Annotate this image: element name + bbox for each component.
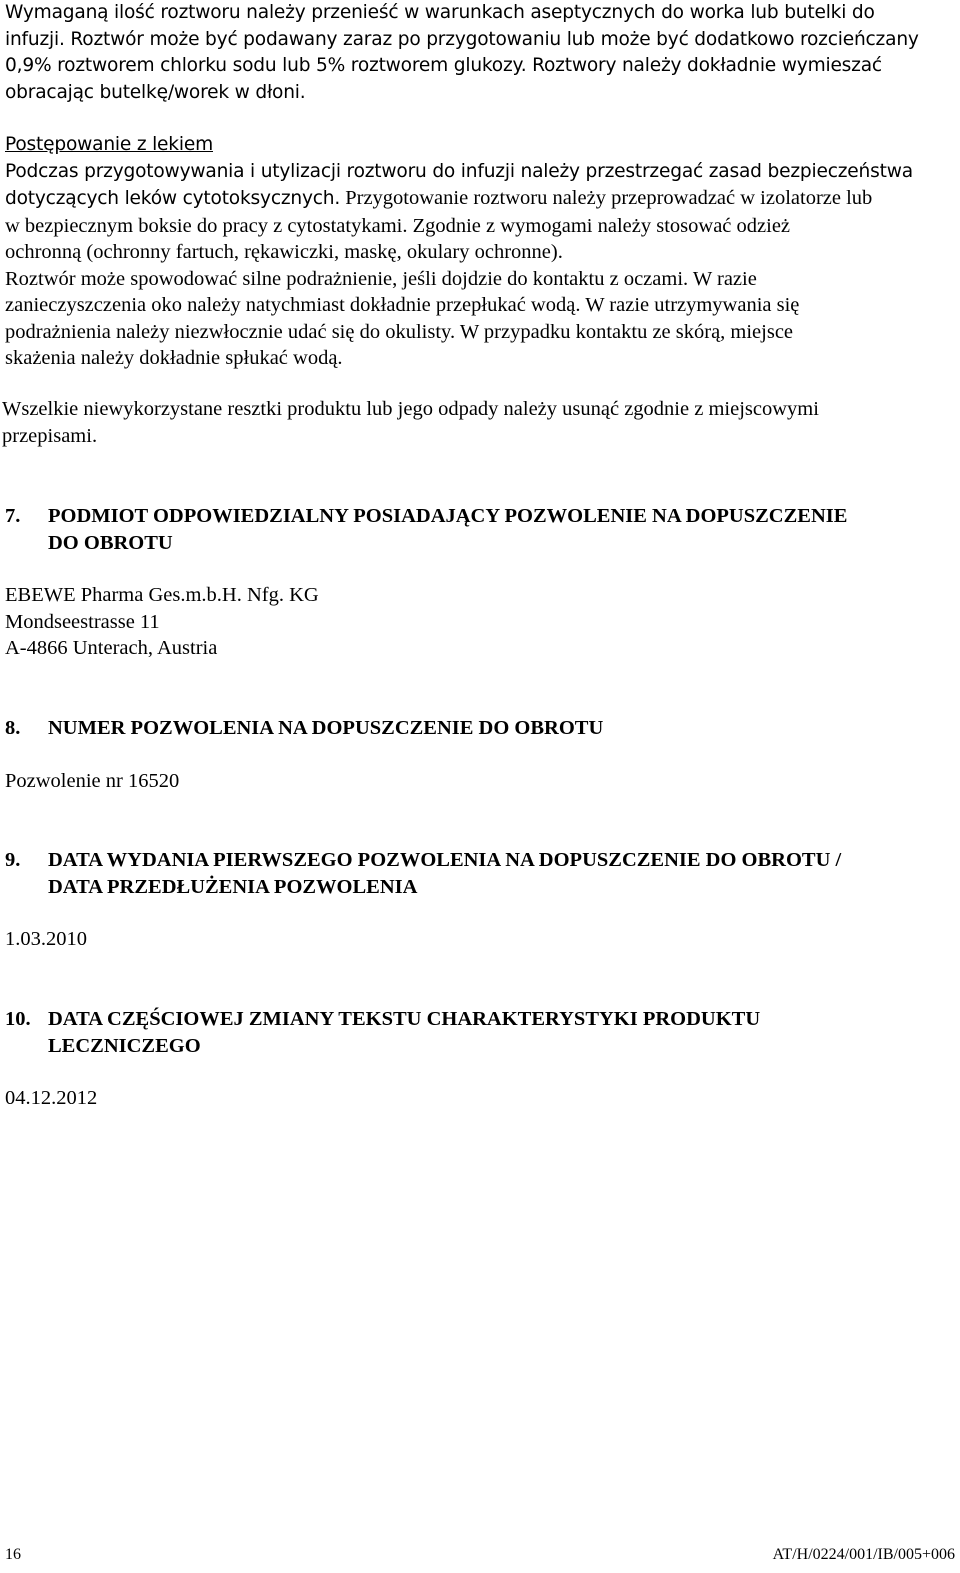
- handling-line-2: [5, 185, 913, 213]
- section-10-number: 10.: [5, 1008, 31, 1030]
- intro-paragraph: [5, 0, 919, 106]
- handling-line-8: skażenia należy dokładnie spłukać wodą.: [5, 347, 343, 369]
- handling-line-2b: Przygotowanie roztworu należy przeprowadzać w izolatorze lub: [340, 187, 873, 209]
- section-7-number: 7.: [5, 505, 21, 527]
- section-8-number: 8.: [5, 717, 21, 739]
- intro-line-3: 0,9% roztworem chlorku sodu lub 5% roztworem glukozy. Roztwory należy dokładnie wymieszać: [5, 55, 882, 76]
- disposal-line-1: Wszelkie niewykorzystane resztki produktu lub jego odpady należy usunąć zgodnie z miejscowymi: [2, 398, 819, 420]
- document-reference: AT/H/0224/001/IB/005+006: [772, 1546, 955, 1563]
- handling-line-7: podrażnienia należy niezwłocznie udać się do okulisty. W przypadku kontaktu ze skórą, miejsce: [5, 320, 794, 343]
- handling-line-3b: Zgodnie z wymogami należy stosować odzież: [407, 214, 791, 237]
- section-10-title-line-1: DATA CZĘŚCIOWEJ ZMIANY TEKSTU CHARAKTERYSTYKI PRODUKTU: [48, 1008, 761, 1030]
- handling-line-4: ochronną (ochronny fartuch, rękawiczki, maskę, okulary ochronne).: [5, 241, 563, 263]
- section-9-number: 9.: [5, 849, 21, 871]
- section-8-title: NUMER POZWOLENIA NA DOPUSZCZENIE DO OBROTU: [48, 717, 604, 739]
- company-city: A-4866 Unterach, Austria: [5, 637, 218, 659]
- authorization-number: Pozwolenie nr 16520: [5, 769, 180, 792]
- page-number: 16: [5, 1546, 21, 1563]
- section-7: [5, 503, 955, 662]
- handling-title: Postępowanie z lekiem: [5, 134, 213, 155]
- section-10-heading: [5, 1006, 955, 1059]
- section-9: [5, 847, 955, 953]
- handling-line-3a: w bezpiecznym boksie do pracy z cytostatykami.: [5, 214, 408, 237]
- section-10: [5, 1006, 955, 1112]
- handling-line-3: [5, 213, 913, 240]
- section-9-title-line-2: DATA PRZEDŁUŻENIA POZWOLENIA: [48, 875, 418, 898]
- section-9-title-line-1: DATA WYDANIA PIERWSZEGO POZWOLENIA NA DOPUSZCZENIE DO OBROTU /: [48, 849, 842, 871]
- handling-line-1: Podczas przygotowywania i utylizacji roztworu do infuzji należy przestrzegać zasad bezpieczeństwa: [5, 160, 913, 182]
- section-9-heading: [5, 847, 955, 900]
- section-7-title-line-2: DO OBROTU: [48, 531, 173, 554]
- company-street: Mondseestrasse 11: [5, 610, 160, 633]
- handling-line-2a: dotyczących leków cytotoksycznych.: [5, 188, 341, 209]
- section-8-heading: [5, 715, 955, 742]
- intro-line-2: infuzji. Roztwór może być podawany zaraz po przygotowaniu lub może być dodatkowo rozcieńczany: [5, 28, 919, 50]
- first-authorization-date: 1.03.2010: [5, 928, 87, 950]
- intro-line-1: Wymaganą ilość roztworu należy przenieść w warunkach aseptycznych do worka lub butelki do: [5, 2, 875, 23]
- section-7-title-line-1: PODMIOT ODPOWIEDZIALNY POSIADAJĄCY POZWOLENIE NA DOPUSZCZENIE: [48, 505, 848, 527]
- disposal-paragraph: [2, 396, 819, 449]
- section-8: [5, 715, 955, 794]
- handling-line-6: zanieczyszczenia oko należy natychmiast dokładnie przepłukać wodą. W razie utrzymywania się: [5, 294, 800, 316]
- company-name: EBEWE Pharma Ges.m.b.H. Nfg. KG: [5, 584, 319, 606]
- handling-line-5: Roztwór może spowodować silne podrażnienie, jeśli dojdzie do kontaktu z oczami. W razie: [5, 267, 757, 290]
- intro-line-4: obracając butelkę/worek w dłoni.: [5, 81, 306, 103]
- disposal-line-2: przepisami.: [2, 424, 98, 447]
- text-revision-date: 04.12.2012: [5, 1087, 98, 1109]
- handling-section: [5, 132, 913, 372]
- section-7-heading: [5, 503, 955, 556]
- section-10-title-line-2: LECZNICZEGO: [48, 1034, 201, 1057]
